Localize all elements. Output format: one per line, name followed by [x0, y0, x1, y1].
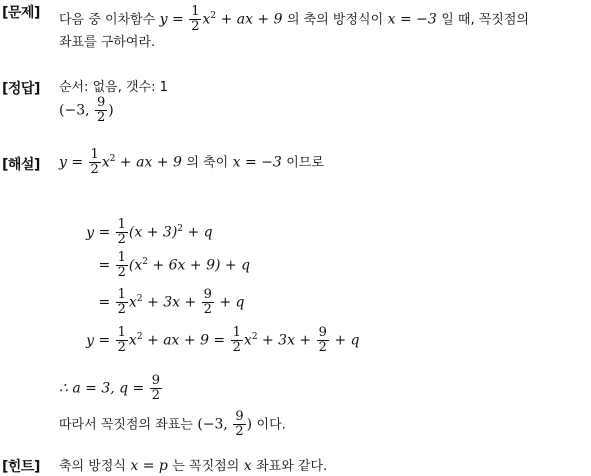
solution-intro-fraction: $\frac{1}{2}$ [90, 147, 99, 177]
eq3-op: = [98, 294, 111, 311]
therefore-line [59, 374, 163, 403]
eq4-mid2: + 3x + [262, 332, 312, 349]
problem-line-1 [59, 5, 529, 34]
eq1-lhs: y [86, 224, 94, 241]
hint-text-a: 축의 방정식 [59, 459, 126, 474]
problem-plus-ax: + ax + 9 [220, 11, 283, 28]
problem-line-2: 좌표를 구하여라. [59, 35, 156, 50]
hint-label: [힌트] [2, 459, 40, 475]
solution-intro-axis: x = −3 [232, 154, 282, 171]
conclusion-fraction: $\frac{9}{2}$ [235, 409, 244, 439]
eq1-op: = [98, 224, 111, 241]
eq4-fraction-3: $\frac{9}{2}$ [318, 325, 327, 355]
answer-line-1: 순서: 없음, 갯수: 1 [59, 80, 168, 95]
equation-row-1 [60, 218, 213, 247]
eq3-sup: 2 [136, 293, 143, 304]
eq4-mid: + ax + 9 = [147, 332, 226, 349]
eq2-op: = [98, 257, 111, 274]
answer-coord [59, 96, 114, 125]
eq3-x: x [128, 294, 137, 311]
eq4-fraction-2: $\frac{1}{2}$ [232, 325, 241, 355]
eq4-op: = [98, 332, 111, 349]
problem-x: x [202, 11, 211, 28]
conclusion-end: 이다. [256, 417, 286, 433]
eq4-lhs: y [86, 332, 94, 349]
equation-row-4 [60, 326, 360, 355]
conclusion-coord: (−3, [197, 416, 228, 433]
eq3-tail: + q [219, 294, 245, 311]
problem-text-mid: 의 축의 방정식이 [286, 12, 384, 28]
conclusion-close: ) [246, 416, 253, 433]
solution-intro-end: 이므로 [286, 155, 324, 171]
therefore-text: ∴ a = 3, q = [59, 380, 145, 397]
answer-coord-open: (−3, [59, 102, 90, 119]
problem-label: [문제] [2, 5, 40, 21]
solution-intro-rest: + ax + 9 [119, 154, 182, 171]
eq2-sup: 2 [142, 256, 149, 267]
eq2-paren-b: + 6x + 9) + q [152, 257, 251, 274]
solution-intro-x: x [101, 154, 110, 171]
eq3-fraction-2: $\frac{9}{2}$ [203, 287, 212, 317]
solution-intro-y: y = [59, 154, 84, 171]
problem-eq: = [172, 11, 184, 28]
conclusion-text: 따라서 꼭짓점의 좌표는 [59, 417, 193, 433]
problem-text-end: 일 때, 꼭짓점의 [441, 12, 529, 28]
eq2-paren-a: (x [128, 257, 143, 274]
eq4-sup2: 2 [251, 331, 258, 342]
problem-axis-eq: x = −3 [387, 11, 437, 28]
problem-text-before: 다음 중 이차함수 [59, 12, 156, 28]
hint-line [59, 457, 327, 476]
conclusion-line [59, 410, 286, 439]
eq4-x2: x [243, 332, 252, 349]
eq1-sup: 2 [177, 223, 184, 234]
eq1-paren: (x + 3) [128, 224, 178, 241]
hint-text-c: 좌표와 같다. [256, 459, 328, 474]
answer-coord-close: ) [108, 102, 114, 119]
eq4-sup: 2 [136, 331, 143, 342]
equation-row-3 [60, 288, 245, 317]
eq2-fraction: $\frac{1}{2}$ [117, 250, 126, 280]
solution-label: [해설] [2, 157, 40, 173]
eq1-fraction: $\frac{1}{2}$ [117, 217, 126, 247]
eq4-fraction: $\frac{1}{2}$ [117, 325, 126, 355]
equation-row-2 [60, 251, 250, 280]
solution-intro-sup: 2 [109, 153, 116, 164]
solution-intro-text: 의 축이 [186, 155, 229, 171]
problem-fraction: $\frac{1}{2}$ [191, 4, 200, 34]
hint-x: x [243, 458, 252, 474]
eq3-mid: + 3x + [147, 294, 197, 311]
solution-intro [59, 148, 324, 177]
eq4-tail: + q [334, 332, 360, 349]
eq1-tail: + q [187, 224, 213, 241]
hint-eq: x = p [130, 458, 168, 474]
problem-sup: 2 [210, 10, 217, 21]
hint-text-b: 는 꼭짓점의 [172, 459, 240, 474]
answer-fraction: $\frac{9}{2}$ [97, 95, 106, 125]
answer-label: [정답] [2, 81, 40, 97]
eq3-fraction: $\frac{1}{2}$ [117, 287, 126, 317]
therefore-fraction: $\frac{9}{2}$ [151, 373, 161, 403]
eq4-x: x [128, 332, 137, 349]
problem-y: y [159, 11, 168, 28]
